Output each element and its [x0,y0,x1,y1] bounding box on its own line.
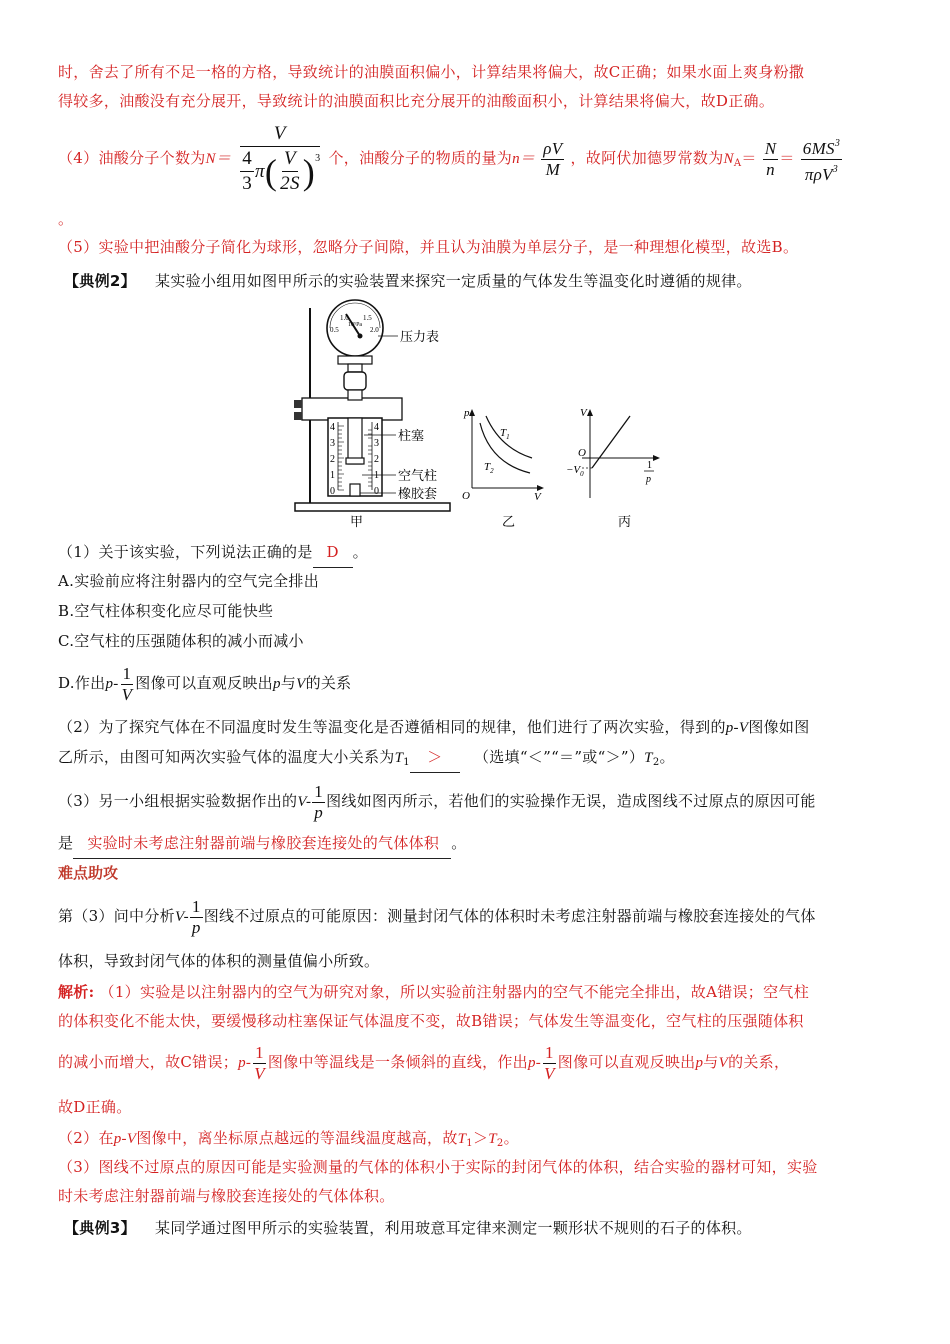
numerator: ρV [543,138,563,158]
text-run: ，故阿伏加德罗常数为 [570,149,724,167]
label-rubber: 橡胶套 [398,486,438,501]
label-air-column: 空气柱 [398,468,438,483]
text-run: 个，油酸分子的物质的量为 [328,149,513,167]
gauge-tick: 2.0 [370,326,379,334]
option-A: A.实验前应将注射器内的空气完全排出 [58,572,320,590]
numerator: 1 [191,896,201,916]
scale-num: 3 [374,438,379,449]
arrow-icon [587,409,593,416]
text-run: 图像中，离坐标原点越远的等温线温度越高，故 [136,1129,458,1147]
help-text [58,894,892,939]
text-run: ＝ [741,149,757,167]
formula-var: p-V [113,1131,137,1147]
experiment-figure [290,298,670,530]
text-run: 图像可以直观反映出 [557,1053,696,1071]
help-text-line2: 体积，导致封闭气体的体积的测量值偏小所致。 [58,952,380,970]
yi-T2-label: $T_2$ [484,461,494,475]
denominator: 2S [280,173,300,194]
denominator: V [544,1063,555,1083]
formula-var: p- [238,1055,252,1071]
formula-var: N＝ [205,151,232,167]
text-run: 与 [703,1053,719,1071]
denominator: p [314,802,324,822]
connector [344,372,366,390]
rubber-cap [350,484,360,496]
text-run: （4）油酸分子个数为 [58,149,206,167]
stand-base [295,503,450,511]
numerator: 1 [545,1042,554,1062]
scale-num: 2 [374,454,379,465]
yi-T1-label: $T_1$ [500,427,510,441]
question-1 [58,538,892,568]
exponent: 3 [832,163,839,175]
text-run: 。 [659,748,675,766]
text-run: 乙所示，由图可知两次实验气体的温度大小关系为 [58,748,395,766]
denominator: V [121,684,133,704]
formula-var: p- [527,1055,542,1071]
scale-num: 1 [330,470,335,481]
formula-var: V [296,676,306,692]
example2-header [64,267,898,296]
answer-blank: D [313,538,353,568]
exponent: 3 [315,153,321,164]
gauge-pivot [358,334,363,339]
part4-formula [58,122,892,196]
example-tag: 【典例2】 [64,272,136,290]
text-run: D.作出 [58,674,106,692]
scale-num: 3 [330,438,335,449]
connector [348,390,362,400]
question-2 [58,713,892,777]
clamp-screw [294,400,302,408]
answer-blank: 实验时未考虑注射器前端与橡胶套连接处的气体体积 [73,829,451,859]
numerator: V [282,147,298,172]
gauge-tick: 1.5 [363,314,372,322]
analysis-block [58,978,892,1036]
numerator: V [240,122,320,147]
denominator: 3 [242,173,253,194]
fraction-1-V [252,1043,267,1084]
example3-header [64,1214,898,1243]
text-run: 。 [352,543,368,561]
scale-num: 2 [330,454,335,465]
example-text: 某同学通过图甲所示的实验装置，利用玻意耳定律来测定一颗形状不规则的石子的体积。 [155,1219,752,1237]
fraction-1-V [542,1043,557,1084]
section-heading: 难点助攻 [58,864,119,882]
pi-symbol: π [255,160,265,182]
analysis-part3 [58,1153,892,1211]
numerator: N [764,138,777,158]
text-run: 。 [451,834,467,852]
yi-label-p: p [464,407,470,419]
label-gauge: 压力表 [400,329,440,344]
yi-origin: O [462,490,470,502]
analysis-continuation [58,58,892,116]
answer-blank: ＞ [410,743,460,773]
text-run: 图像如图 [748,718,810,736]
arrow-icon [469,409,475,416]
formula-var: V- [174,909,189,925]
text-run: ＞ [472,1129,489,1147]
text-line [58,743,892,777]
text-run: 的减小而增大，故C错误； [58,1053,239,1071]
scale-num: 4 [374,422,379,433]
caption-jia: 甲 [350,514,364,529]
fraction-1-V [120,664,135,705]
denominator [237,147,322,196]
bing-line [592,416,630,468]
bing-frac-num: 1 [647,460,652,471]
text-line [58,713,892,743]
subscript: A [733,158,742,169]
subscript: 2 [652,757,660,768]
analysis-label: 解析: [58,983,95,1001]
numerator [801,134,842,160]
scale-num: 0 [374,486,379,497]
gauge-unit: 10⁵Pa [348,322,363,328]
text-run: 与 [280,674,297,692]
text-run: （2）为了探究气体在不同温度时发生等温变化是否遵循相同的规律，他们进行了两次实验，得到的 [58,718,726,736]
formula-var: N [723,151,734,167]
text-run: ＝ [779,149,795,167]
question-3 [58,780,892,823]
subscript: 1 [403,757,410,768]
scale-num: 1 [374,470,379,481]
text-line: 的体积变化不能太快，要缓慢移动柱塞保证气体温度不变，故B错误；气体发生等温变化，空气柱的压强随体积 [58,1012,804,1030]
clamp-screw [294,412,302,420]
fraction-1-p [190,897,203,938]
plunger-head [346,458,364,464]
text-run: 是 [58,834,74,852]
yi-label-V: V [534,491,541,503]
question-3-answer-line [58,829,892,859]
example-text: 某实验小组用如图甲所示的实验装置来探究一定质量的气体发生等温变化时遵循的规律。 [155,272,752,290]
bing-origin: O [578,447,586,459]
numerator: 1 [122,663,132,683]
text-run: 第（3）问中分析 [58,907,175,925]
denominator: V [254,1063,265,1083]
bing-frac-den: p [646,474,651,485]
part5-text: （5）实验中把油酸分子简化为球形，忽略分子间隙，并且认为油膜为单层分子，是一种理想化模型，故选B。 [58,238,799,256]
text-run: 。 [503,1129,519,1147]
analysis-line3 [58,1040,892,1085]
text-run: 图线不过原点的可能原因：测量封闭气体的体积时未考虑注射器前端与橡胶套连接处的气体 [203,907,816,925]
text-run: （3）另一小组根据实验数据作出的 [58,792,298,810]
text-line: 时，舍去了所有不足一格的方格，导致统计的油膜面积偏小，计算结果将偏大，故C正确；如果水面上爽身粉撒 [58,63,805,81]
label-plunger: 柱塞 [398,428,425,443]
formula-var: p [272,676,281,692]
formula-var: T [457,1131,467,1147]
arrow-icon [653,455,660,461]
formula-var: T [394,750,404,766]
formula-var: T [644,750,653,766]
option-C: C.空气柱的压强随体积的减小而减小 [58,632,304,650]
numerator: 4 [240,147,254,172]
text-line [58,978,892,1007]
denominator: n [766,159,775,179]
formula-var: p-V [725,720,749,736]
fraction-avogadro-count [237,122,322,196]
subscript: 1 [466,1138,473,1149]
formula-var: p [695,1055,704,1071]
formula-var: p- [105,676,119,692]
denominator: M [545,159,561,179]
question-stem: （1）关于该实验，下列说法正确的是 [58,543,313,561]
fraction-rhoV-M [541,139,564,180]
formula-var: n＝ [512,151,536,167]
scale-num: 0 [330,486,335,497]
fraction-6MS3 [801,134,842,185]
fraction-N-n [763,139,779,180]
text-line: （3）图线不过原点的原因可能是实验测量的气体的体积小于实际的封闭气体的体积，结合实验的器材可知，实验 [58,1158,818,1176]
scale-num: 4 [330,422,335,433]
text-run: 图像可以直观反映出 [135,674,273,692]
gauge-tick: 1.0 [340,314,349,322]
option-B: B.空气柱体积变化应尽可能快些 [58,602,274,620]
numerator: 1 [255,1042,264,1062]
period: 。 [58,210,74,228]
text-run: 的关系， [728,1053,790,1071]
option-D [58,662,892,705]
text-run: πρV [804,164,833,184]
paren-left: ( [264,151,278,192]
denominator: p [191,917,201,937]
example-tag: 【典例3】 [64,1219,136,1237]
subscript: 2 [496,1138,504,1149]
fraction-V-2S [278,147,302,196]
analysis-line4: 故D正确。 [58,1098,132,1116]
gauge-stem [348,364,362,372]
paren-right: ) [302,151,316,192]
caption-bing: 丙 [618,514,632,529]
gauge-tick: 0.5 [330,326,339,334]
numerator: 1 [314,781,324,801]
fraction-4-3 [240,147,254,196]
text-run: （2）在 [58,1129,114,1147]
formula-var: V [718,1055,729,1071]
denominator [803,160,840,185]
bing-V0-label: $-V_0$ [566,464,584,478]
formula-var: T [488,1131,497,1147]
bing-label-V: V [580,407,587,419]
text-run: （选填“＜”“＝”或“＞”） [473,748,645,766]
text-run: 6MS [802,138,835,158]
text-line: 得较多，油酸没有充分展开，导致统计的油膜面积比充分展开的油酸面积小，计算结果将偏大，故D正确。 [58,92,775,110]
formula-var: V- [297,794,312,810]
caption-yi: 乙 [502,514,516,529]
text-run: 图像中等温线是一条倾斜的直线，作出 [267,1053,528,1071]
fraction-1-p [312,782,325,823]
text-run: 图线如图丙所示，若他们的实验操作无误，造成图线不过原点的原因可能 [326,792,816,810]
clamp [302,398,402,420]
text-line: 时未考虑注射器前端与橡胶套连接处的气体体积。 [58,1187,395,1205]
gauge-neck [338,356,372,364]
exponent: 3 [834,137,841,149]
text-run: 的关系 [305,674,352,692]
text-run: （1）实验是以注射器内的空气为研究对象，所以实验前注射器内的空气不能完全排出，故A错误；空气柱 [99,983,809,1001]
plunger-rod [348,418,362,464]
